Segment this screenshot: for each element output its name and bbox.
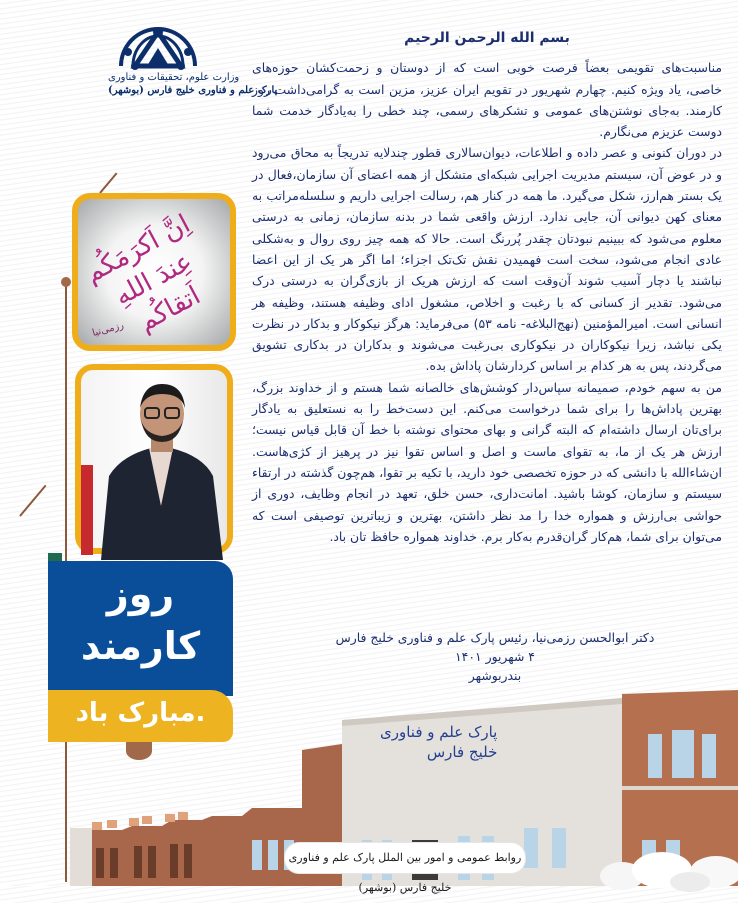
building-sign-line1: پارک علم و فناوری [380,723,498,741]
signature-author: دکتر ابوالحسن رزمی‌نیا، رئیس پارک علم و فناوری خلیج فارس [335,630,655,645]
basmala-heading: بسم الله الرحمن الرحیم [404,30,570,46]
signature-place: بندربوشهر [468,668,522,683]
employee-day-banner [48,561,233,696]
footer-credit: روابط عمومی و امور بین الملل پارک علم و فناوری خلیج فارس (بوشهر) [285,843,525,873]
park-logo-icon [115,26,201,70]
banner-accent [48,553,62,561]
letter-paragraph: من به سهم خودم، صمیمانه سپاس‌دار کوشش‌های خالصانه شما هستم و از خداوند بزرگ، بهترین پاداش‌ها را برای شما درخواست می‌کنم. این دست‌خط را به نستعلیق به یادگار برای‌تان ارسال داشته‌ام که البته گرانی و بهای محتوای نوشته با خط آن قابل قیاس نیست؛ ارزش هر یک از ما، به تقوای ماست و اصل و اساس تقوا نیز در پرهیز از کژی‌هاست. ان‌شاءالله با دانشی که در حوزه تخصصی خود دارید، با تکیه بر تقوا، هم‌چون گذشته در ارتقاء سیستم و سازمان، کوشا باشید. امانت‌داری، حسن خلق، تعهد در انجام وظایف، دوری از حواشی بی‌ارزش و همواره خدا را مد نظر داشتن، بهترین و زیباترین توصیفی است که می‌توان برای شما، هم‌کار گران‌قدرم به‌کار برم. خداوند همواره حافظ تان باد. [252,379,722,544]
banner-title-line1: روز [106,572,175,616]
building-sign-line2: خلیج فارس [426,743,498,761]
building-sign [380,722,497,762]
decorative-stroke [19,485,46,517]
decorative-stroke [99,172,117,193]
letter-paragraph: مناسبت‌های تقویمی بعضاً فرصت خوبی است که از دوستان و زحمت‌کشان حوزه‌های خاصی، یاد ویژه کنیم. چهارم شهریور در تقویم ایران عزیز، مزین است به گرامی‌داشت روز کارمند. به‌جای نوشتن‌های عمومی و تشکرهای رسمی، چند خطی را به‌یادگار خدمت شما دوست عزیزم می‌نگارم. [252,60,722,140]
logo-park-text: پارک علم و فناوری خلیج فارس (بوشهر) [108,85,278,96]
calligraphy-text: اِنَّ اَکرَمَکُم عِندَ اللهِ اَتقاکُم [80,209,206,338]
banner-subtitle: مبارک باد. [75,698,206,728]
person-figure-icon [91,376,231,560]
signature-date: ۴ شهریور ۱۴۰۱ [455,649,535,664]
calligraphy-image [72,193,236,351]
park-logo [108,26,278,96]
banner-title-line2: کارمند [80,624,201,668]
portrait-photo [75,364,233,554]
logo-ministry-text: وزارت علوم، تحقیقات و فناوری [108,72,240,83]
letter-paragraph: در دوران کنونی و عصر داده و اطلاعات، دیوان‌سالاری قطور چندلایه تدریجاً به محاق می‌رود و در عوض آن، سیستم مدیریت اجرایی شبکه‌ای متشکل از همه اعضای آن سازمان،فعال در یک بستر هم‌ارز، شکل می‌گیرد. ما همه در کنار هم، رسالت اجرایی داریم و سلسله‌مراتب به معنای کهن دیوانی آن، جایی ندارد. ارزش واقعی شما در بدنه سازمان، زمانی به درستی معلوم می‌شود که ببینیم نبودتان چقدر پُررنگ است. حالا که همه چیز روی روال و به‌شکلی عادی انجام می‌شود، سخت است فهمیدن نقش تک‌تک اجزاء؛ اما اگر هر یک از این اعضا نباشند یا دچار آسیب شوند آن‌وقت است که ارزش هریک از بازی‌گران به درستی درک می‌شود. تقدیر از کسانی که با رغبت و اخلاص، مشغول ادای وظیفه هستند، وظیفه هر انسانی است. امیرالمؤمنین (نهج‌البلاغه- نامه ۵۳) می‌فرماید: هرگز نیکوکار و بدکار در نظرت یکی نباشد، زیرا نیکوکاران در نیکوکاری بی‌رغبت می‌شوند و بدکاران در بدکاری تشویق می‌گردند، پس به هر کدام بر اساس کردارشان پاداش بده. [252,145,723,374]
signature-block [290,628,700,685]
calligraphy-signature: رزمی‌نیا [91,320,126,339]
letter-body [252,28,722,547]
